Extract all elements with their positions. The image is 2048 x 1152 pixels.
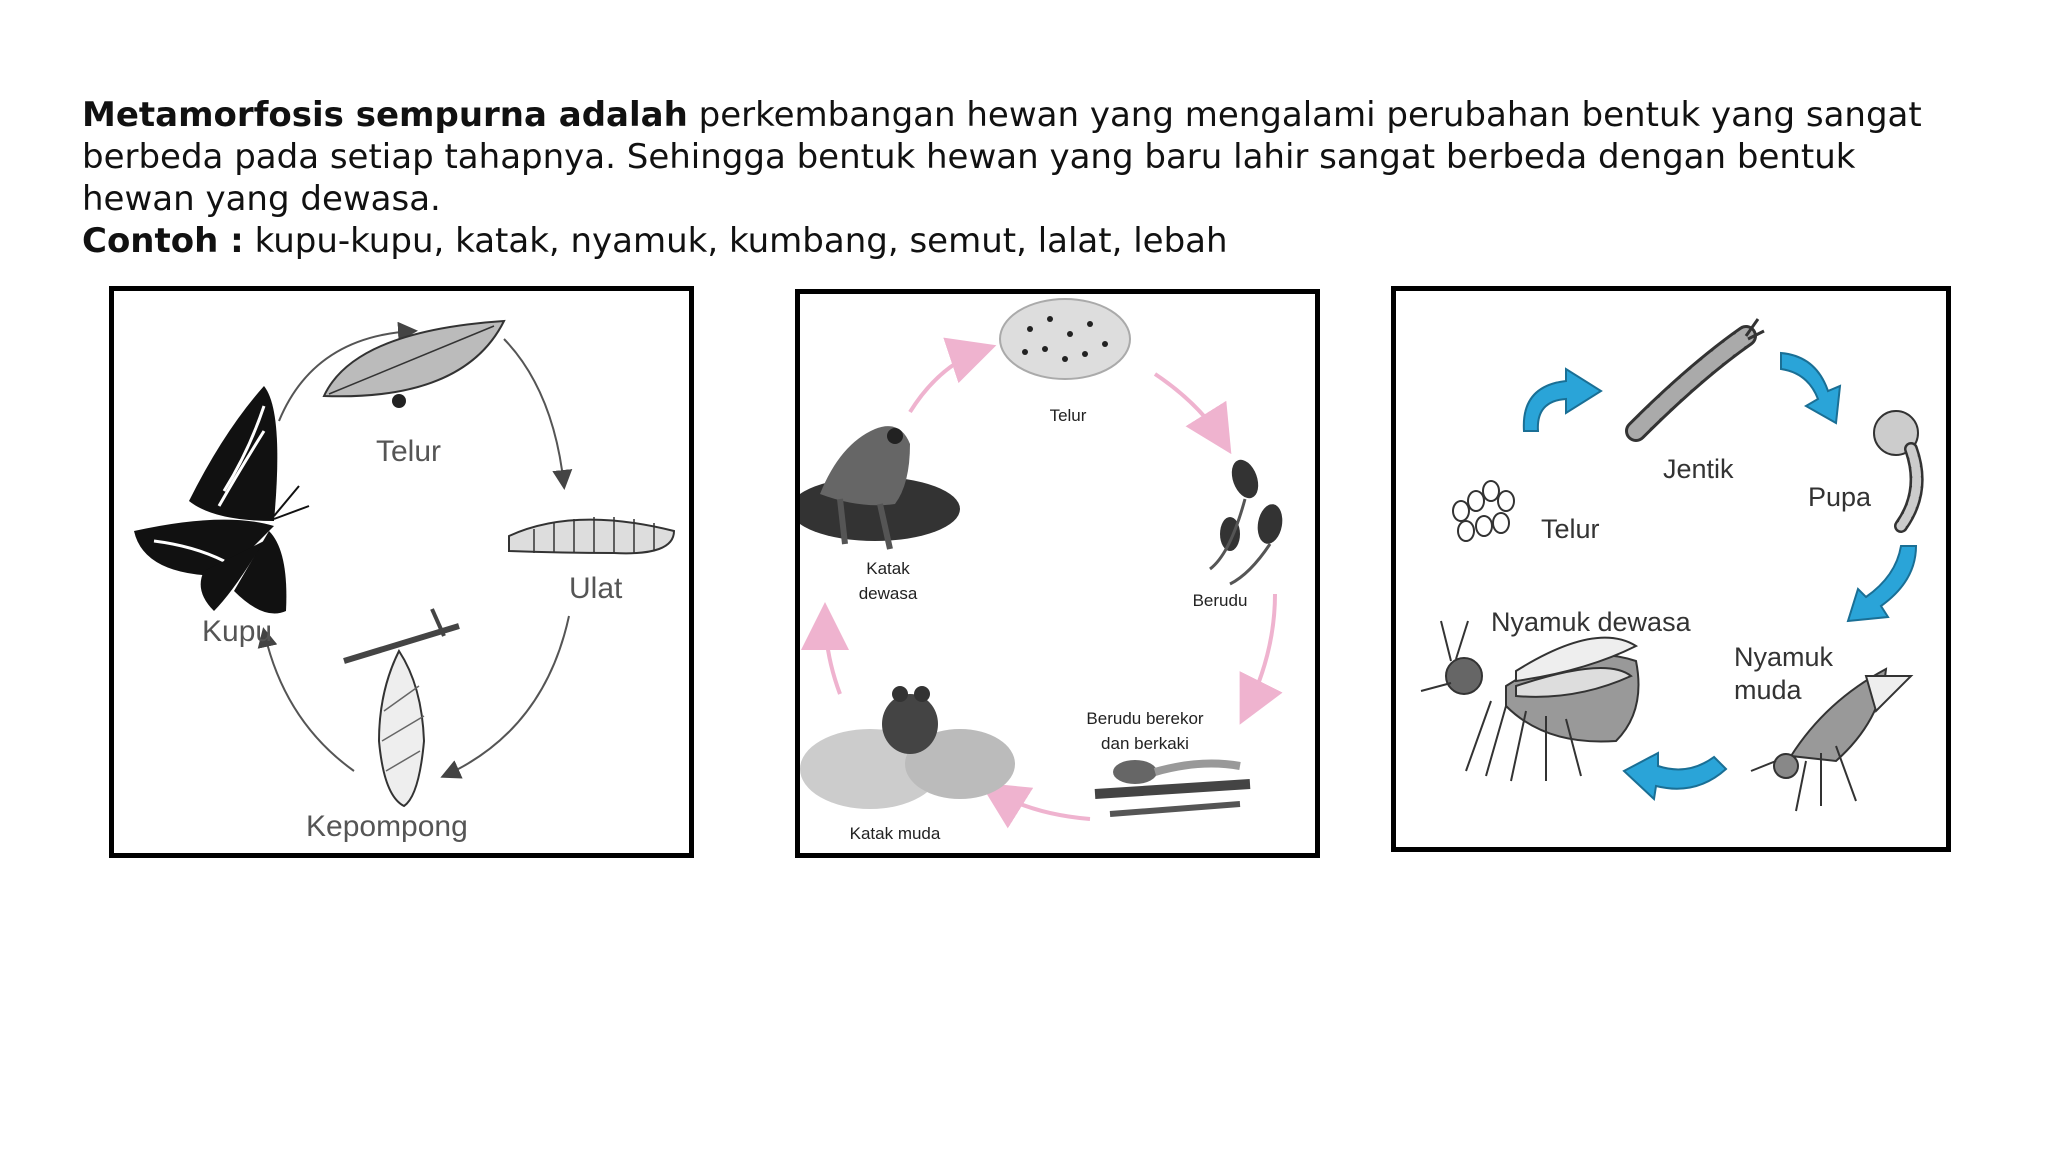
- label-berudu: Berudu: [1192, 591, 1248, 610]
- arrow-telur-ulat: [504, 339, 564, 486]
- mosquito-cycle-panel: [1391, 286, 1951, 852]
- definition-term: Metamorfosis sempurna adalah: [82, 95, 688, 135]
- label-dan-berkaki: dan berkaki: [1101, 734, 1189, 753]
- leaf-egg-icon: [324, 321, 504, 408]
- butterfly-cycle-panel: [109, 286, 694, 858]
- frog-egg-icon: [1000, 299, 1130, 379]
- label-katak: Katak: [866, 559, 910, 578]
- chrysalis-icon: [344, 609, 459, 806]
- frog-cycle-panel: [795, 289, 1320, 858]
- label-berudu-berekor: Berudu berekor: [1086, 709, 1204, 728]
- larva-icon: [1636, 319, 1764, 431]
- arrow-berudu-berekor: [1245, 594, 1275, 714]
- frog-cycle-diagram: [800, 294, 1315, 853]
- label-kupu: Kupu: [202, 615, 273, 648]
- adult-frog-icon: [800, 426, 960, 549]
- arrow-kepompong-kupu: [264, 631, 354, 771]
- label-kepompong: Kepompong: [306, 810, 468, 843]
- arrow-ulat-kepompong: [444, 616, 569, 776]
- definition-text: perkembangan hewan yang mengalami perubahan bentuk yang sangat berbeda pada setiap tahapnya. Sehingga bentuk hewan yang baru lahir sangat berbeda dengan bentuk hewan yang dewasa.: [82, 95, 1922, 219]
- arrow-berekor-katak-muda: [990, 789, 1090, 819]
- intro-text: [82, 94, 1972, 262]
- label-dewasa: dewasa: [858, 584, 918, 603]
- example-term: Contoh :: [82, 221, 244, 261]
- arrow-jentik-pupa: [1781, 353, 1840, 423]
- butterfly-cycle-diagram: [114, 291, 689, 853]
- label-mosquito-telur: Telur: [1541, 514, 1600, 544]
- definition-paragraph: [82, 94, 1972, 220]
- label-nyamuk: Nyamuk: [1734, 642, 1834, 672]
- label-ulat: Ulat: [569, 572, 623, 605]
- pupa-icon: [1874, 411, 1918, 526]
- adult-mosquito-icon: [1421, 621, 1639, 781]
- butterfly-icon: [134, 386, 309, 614]
- young-frog-icon: [800, 686, 1015, 809]
- tadpole-icon: [1210, 456, 1285, 584]
- label-katak-muda: Katak muda: [849, 824, 941, 843]
- example-paragraph: [82, 220, 1972, 262]
- label-telur: Telur: [376, 435, 442, 468]
- arrow-katak-telur: [910, 349, 985, 412]
- arrow-telur-berudu: [1155, 374, 1225, 444]
- arrow-katak-muda-katak: [825, 614, 840, 694]
- label-nyamuk-dewasa: Nyamuk dewasa: [1491, 607, 1691, 637]
- tadpole-legs-icon: [1095, 760, 1250, 814]
- arrow-pupa-nyamuk-muda: [1848, 546, 1916, 621]
- label-pupa: Pupa: [1808, 482, 1872, 512]
- example-text: kupu-kupu, katak, nyamuk, kumbang, semut, lalat, lebah: [243, 221, 1228, 261]
- label-jentik: Jentik: [1663, 454, 1734, 484]
- arrow-telur-jentik: [1524, 369, 1601, 431]
- mosquito-egg-icon: [1453, 481, 1514, 541]
- label-frog-telur: Telur: [1049, 406, 1087, 425]
- arrow-nyamuk-muda-dewasa: [1624, 753, 1726, 799]
- label-muda: muda: [1734, 675, 1802, 705]
- caterpillar-icon: [509, 517, 674, 553]
- mosquito-cycle-diagram: [1396, 291, 1946, 847]
